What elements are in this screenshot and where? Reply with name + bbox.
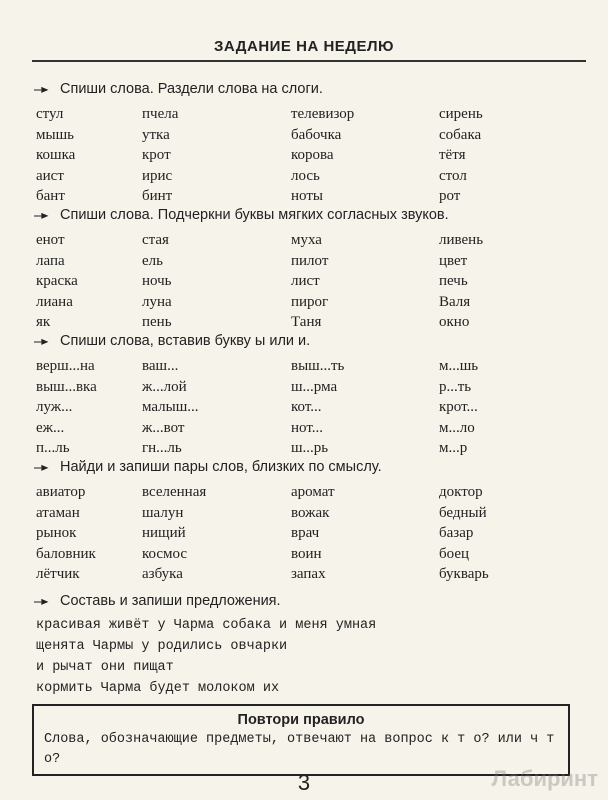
word-cell: выш...ть	[291, 358, 345, 374]
word-cell: ш...рь	[291, 440, 329, 456]
word-cell: ноты	[291, 188, 323, 204]
exercise-section	[36, 78, 576, 207]
word-cell: телевизор	[291, 106, 355, 122]
word-cell: сирень	[439, 106, 483, 122]
word-cell: мышь	[36, 126, 74, 143]
word-cell: лапа	[36, 252, 65, 269]
section-instruction	[36, 330, 576, 352]
word-cell: бабочка	[291, 126, 342, 143]
word-cell: пчела	[142, 106, 179, 122]
pencil-arrow-icon: ⎯▸	[34, 208, 49, 222]
word-cell: аромат	[291, 484, 335, 500]
pencil-arrow-icon: ⎯▸	[34, 594, 49, 608]
word-cell: базар	[439, 525, 474, 541]
exercise-section	[36, 330, 576, 459]
instruction-text: Найди и запиши пары слов, близких по смыслу.	[60, 459, 382, 475]
word-grid	[36, 356, 576, 459]
word-cell: тётя	[439, 147, 466, 163]
word-cell: лётчик	[36, 566, 80, 582]
pencil-arrow-icon: ⎯▸	[34, 460, 49, 474]
word-cell: крот...	[439, 399, 478, 415]
word-cell: енот	[36, 232, 65, 248]
word-cell: собака	[439, 126, 482, 143]
word-cell: ж...вот	[142, 419, 185, 436]
word-cell: врач	[291, 525, 320, 541]
rule-box	[32, 704, 570, 776]
word-cell: ж...лой	[142, 378, 187, 395]
word-cell: гн...ль	[142, 440, 182, 456]
word-cell: ночь	[142, 273, 172, 289]
word-cell: муха	[291, 232, 322, 248]
sentence-line: и рычат они пищат	[36, 660, 174, 675]
word-cell: кот...	[291, 399, 322, 415]
word-cell: доктор	[439, 484, 483, 500]
exercise-section	[36, 456, 576, 585]
word-cell: рот	[439, 188, 461, 204]
section-instruction	[36, 78, 576, 100]
word-cell: м...шь	[439, 358, 479, 374]
word-cell: выш...вка	[36, 378, 97, 395]
word-cell: нот...	[291, 419, 324, 436]
word-cell: космос	[142, 545, 188, 562]
pencil-arrow-icon: ⎯▸	[34, 82, 49, 96]
word-cell: печь	[439, 273, 468, 289]
word-cell: стая	[142, 232, 169, 248]
word-cell: луж...	[36, 399, 73, 415]
word-cell: ирис	[142, 167, 173, 184]
word-cell: воин	[291, 545, 322, 562]
word-cell: краска	[36, 273, 78, 289]
word-cell: бинт	[142, 188, 173, 204]
sentence-line: щенята Чармы у родились овчарки	[36, 639, 288, 654]
word-cell: утка	[142, 126, 170, 143]
sentence-line: красивая живёт у Чарма собака и меня умная	[36, 618, 377, 633]
word-cell: ель	[142, 252, 163, 269]
instruction-text: Спиши слова. Подчеркни буквы мягких согласных звуков.	[60, 207, 449, 223]
word-cell: вожак	[291, 504, 330, 521]
word-cell: аист	[36, 167, 64, 184]
word-cell: баловник	[36, 545, 96, 562]
word-cell: азбука	[142, 566, 183, 582]
sentence-line: кормить Чарма будет молоком их	[36, 681, 280, 696]
word-cell: ш...рма	[291, 378, 338, 395]
word-cell: лиана	[36, 293, 73, 310]
watermark-logo: Лабиринт	[491, 766, 598, 791]
word-grid	[36, 230, 576, 333]
word-cell: стул	[36, 106, 64, 122]
instruction-text: Спиши слова, вставив букву ы или и.	[60, 333, 311, 349]
word-cell: корова	[291, 147, 334, 163]
word-cell: авиатор	[36, 484, 86, 500]
word-cell: букварь	[439, 566, 489, 582]
page-number: 3	[297, 770, 311, 795]
word-cell: лист	[291, 273, 320, 289]
word-cell: запах	[291, 566, 326, 582]
word-cell: пень	[142, 314, 172, 330]
word-cell: цвет	[439, 252, 468, 269]
word-cell: бант	[36, 188, 65, 204]
word-cell: пилот	[291, 252, 329, 269]
exercise-section	[36, 204, 576, 333]
word-cell: ваш...	[142, 358, 179, 374]
instruction-text: Составь и запиши предложения.	[60, 593, 281, 609]
word-cell: лось	[291, 167, 320, 184]
word-cell: атаман	[36, 504, 80, 521]
word-cell: м...ло	[439, 419, 475, 436]
word-cell: еж...	[36, 419, 65, 436]
word-cell: м...р	[439, 440, 468, 456]
word-cell: пирог	[291, 293, 329, 310]
word-cell: вселенная	[142, 484, 207, 500]
word-cell: нищий	[142, 525, 186, 541]
word-cell: малыш...	[142, 399, 199, 415]
page-title: ЗАДАНИЕ НА НЕДЕЛЮ	[214, 38, 394, 55]
word-cell: ливень	[439, 232, 484, 248]
word-cell: бедный	[439, 504, 487, 521]
word-cell: боец	[439, 545, 469, 562]
section-instruction	[36, 590, 576, 612]
section-instruction	[36, 456, 576, 478]
section-instruction	[36, 204, 576, 226]
word-cell: луна	[142, 293, 172, 310]
rule-text: Слова, обозначающие предметы, отвечают на вопрос к т о? или ч т о?	[44, 732, 555, 767]
word-cell: р...ть	[439, 378, 472, 395]
word-cell: стол	[439, 167, 467, 184]
pencil-arrow-icon: ⎯▸	[34, 334, 49, 348]
rule-title: Повтори правило	[237, 712, 365, 728]
word-cell: окно	[439, 314, 470, 330]
word-grid	[36, 482, 576, 585]
sentences-section	[36, 590, 576, 699]
instruction-text: Спиши слова. Раздели слова на слоги.	[60, 81, 323, 97]
word-cell: кошка	[36, 147, 76, 163]
word-cell: п...ль	[36, 440, 70, 456]
word-cell: крот	[142, 147, 171, 163]
title-rule	[32, 60, 586, 62]
word-cell: рынок	[36, 525, 77, 541]
word-cell: Таня	[291, 314, 322, 330]
word-cell: верш...на	[36, 358, 95, 374]
word-grid	[36, 104, 576, 207]
word-cell: як	[36, 314, 51, 330]
word-cell: шалун	[142, 504, 184, 521]
word-cell: Валя	[439, 293, 471, 310]
